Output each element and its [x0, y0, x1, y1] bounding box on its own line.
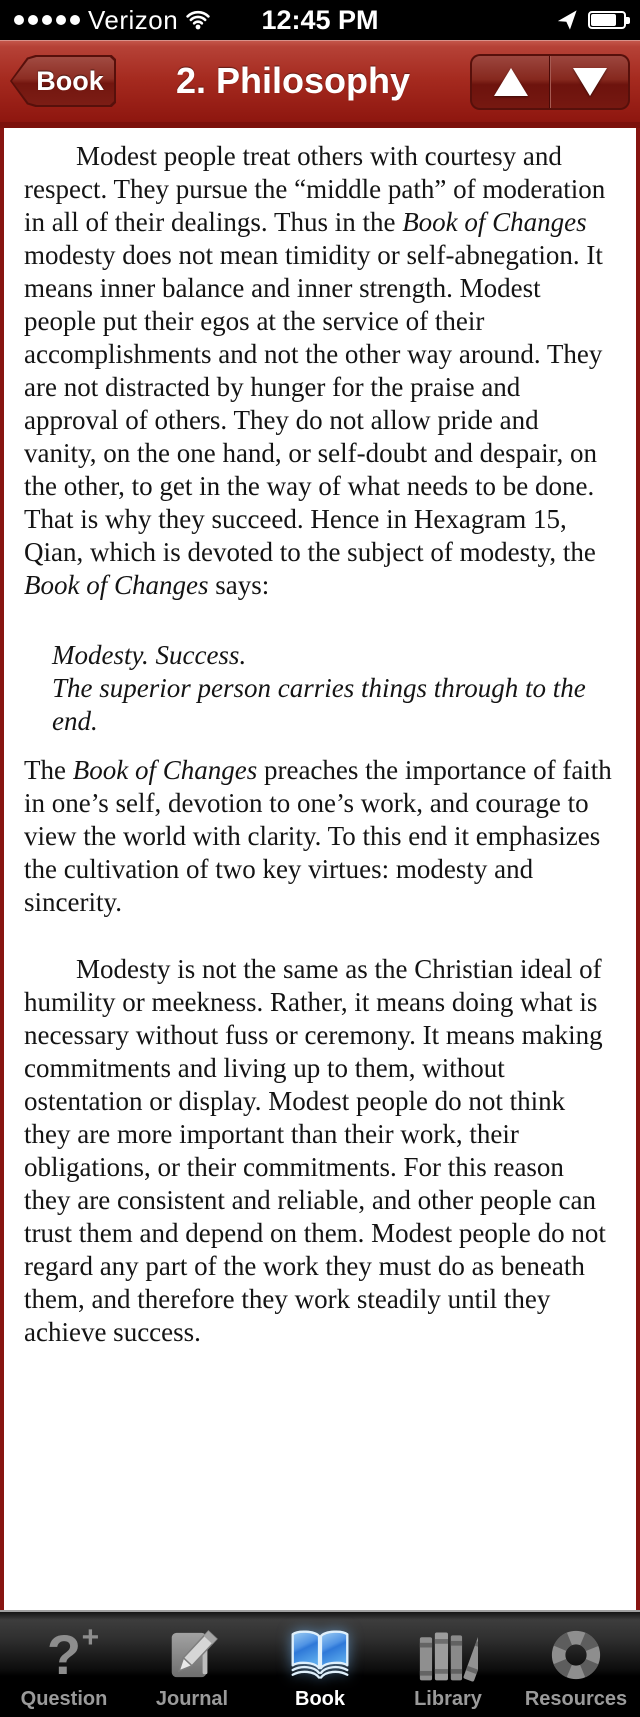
paragraph-modesty-vs-humility	[24, 953, 616, 1349]
question-plus-icon	[46, 1621, 100, 1686]
body-text: Modest people treat others with courtesy and respect. They pursue the “middle path” of moderation in all of their dealings. Thus in the	[24, 141, 606, 237]
body-text: The	[24, 755, 73, 785]
tab-journal-label: Journal	[155, 1688, 229, 1710]
battery-icon	[588, 11, 626, 29]
next-section-button[interactable]	[550, 56, 628, 108]
body-text: modesty does not mean timidity or self-abnegation. It means inner balance and inner strength. Modest people put their egos at the service of their accomplishments and not the other way around. They are not distracted by hunger for the praise and approval of others. They do not allow pride and vanity, on the one hand, or self-doubt and despair, on the other, to get in the way of what needs to be done. That is why they succeed. Hence in Hexagram 15, Qian, which is devoted to the subject of modesty, the	[24, 240, 603, 567]
tab-resources[interactable]	[512, 1612, 640, 1717]
back-button-label: Book	[36, 65, 104, 96]
life-ring-icon	[549, 1624, 603, 1686]
tab-library[interactable]	[384, 1612, 512, 1717]
quote-line: Modesty. Success.	[52, 640, 247, 670]
tab-bar	[0, 1610, 640, 1717]
tab-library-label: Library	[414, 1688, 482, 1710]
triangle-down-icon	[573, 68, 607, 96]
italic-text: Book of Changes	[402, 207, 587, 237]
paragraph-modesty-intro	[24, 140, 616, 602]
quote-block-hexagram-15	[52, 639, 616, 738]
tab-resources-label: Resources	[524, 1688, 628, 1710]
tab-question[interactable]	[0, 1612, 128, 1717]
library-books-icon	[418, 1624, 478, 1686]
journal-pencil-icon	[165, 1624, 219, 1686]
paragraph-two-virtues	[24, 754, 616, 919]
question-glyph: ?	[46, 1623, 82, 1686]
triangle-up-icon	[494, 68, 528, 96]
italic-text: Book of Changes	[72, 755, 258, 785]
status-bar-right	[556, 9, 626, 31]
back-button[interactable]	[10, 55, 116, 107]
navigation-bar	[0, 40, 640, 128]
page-title: 2. Philosophy	[175, 60, 411, 101]
prev-section-button[interactable]	[472, 56, 550, 108]
tab-book-label: Book	[295, 1688, 345, 1710]
reading-content[interactable]	[0, 128, 640, 1610]
location-arrow-icon	[556, 9, 578, 31]
tab-journal[interactable]	[128, 1612, 256, 1717]
open-book-icon	[288, 1624, 352, 1686]
tab-book[interactable]	[256, 1612, 384, 1717]
plus-glyph: +	[81, 1621, 100, 1654]
clock-label: 12:45 PM	[261, 4, 379, 35]
chapter-pager	[470, 54, 630, 110]
italic-text: Book of Changes	[24, 570, 209, 600]
status-bar	[0, 0, 640, 40]
tab-question-label: Question	[20, 1688, 108, 1710]
quote-line: The superior person carries things through to the end.	[52, 673, 586, 736]
body-text: Modesty is not the same as the Christian ideal of humility or meekness. Rather, it means doing what is necessary without fuss or ceremony. It means making commitments and living up to them, without ostentation or display. Modest people do not think they are more important than their work, their obligations, or their commitments. For this reason they are consistent and reliable, and other people can trust them and depend on them. Modest people do not regard any part of the work they must do as beneath them, and therefore they work steadily until they achieve success.	[24, 954, 606, 1347]
body-text: preaches the importance of faith in one’s self, devotion to one’s work, and courage to view the world with clarity. To this end it emphasizes the cultivation of two key virtues: modesty and sincerity.	[24, 755, 612, 917]
carrier-label: Verizon	[88, 4, 179, 35]
body-text: says:	[208, 570, 270, 600]
